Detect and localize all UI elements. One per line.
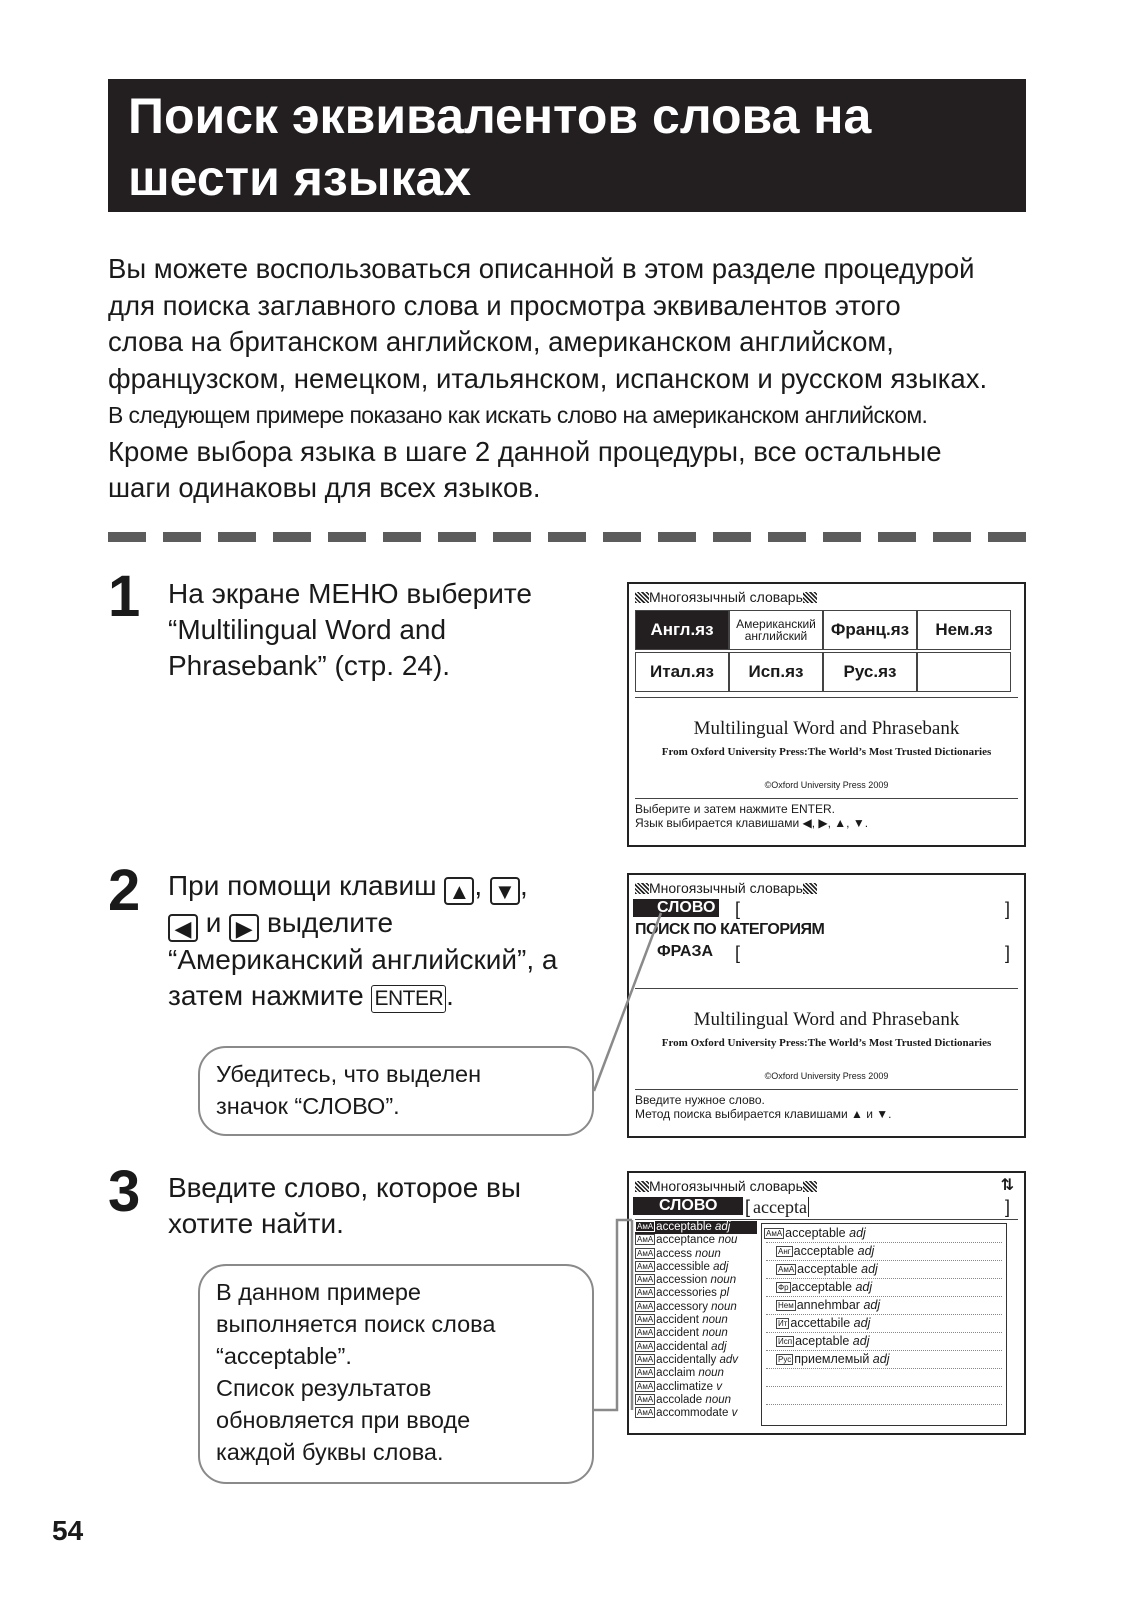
detail-headword: AмA acceptable adj — [766, 1226, 866, 1240]
translation-row: Нем annehmbar adj — [778, 1298, 881, 1312]
list-item[interactable]: AмA accident noun — [637, 1327, 728, 1340]
lang-option-italian[interactable]: Итал.яз — [635, 652, 729, 692]
list-item[interactable]: AмA accessories pl — [637, 1287, 730, 1300]
down-arrow-key-icon: ▼ — [490, 877, 520, 905]
list-item[interactable]: AмA acclimatize v — [637, 1380, 723, 1393]
step-line: “Американский английский”, а — [168, 944, 558, 975]
intro-line: Вы можете воспользоваться описанной в этом разделе процедурой — [108, 253, 975, 284]
scroll-arrows-icon: ⇅ — [1000, 1177, 1014, 1194]
right-arrow-key-icon: ▶ — [229, 914, 259, 942]
bracket-open: [ — [735, 899, 741, 919]
lang-option-french[interactable]: Франц.яз — [823, 610, 917, 650]
category-search-option[interactable]: ПОИСК ПО КАТЕГОРИЯМ — [635, 921, 825, 938]
lang-option-american-english[interactable]: Американский английский — [729, 610, 823, 650]
product-subtitle: From Oxford University Press:The World’s Most Trusted Dictionaries — [661, 746, 992, 758]
step-line: “Multilingual Word and — [168, 614, 447, 645]
screen-footer: Выберите и затем нажмите ENTER. Язык выбирается клавишами ◀, ▶, ▲, ▼. — [635, 802, 869, 830]
callout-note: Убедитесь, что выделен значок “СЛОВО”. — [198, 1046, 594, 1136]
list-item[interactable]: AмA accession noun — [637, 1274, 737, 1287]
step-line: Phrasebank” (стр. 24). — [168, 650, 451, 681]
up-arrow-key-icon: ▲ — [444, 877, 474, 905]
search-input[interactable]: accepta — [753, 1197, 807, 1217]
word-search-option[interactable]: СЛОВО — [633, 1197, 743, 1215]
lang-option-spanish[interactable]: Исп.яз — [729, 652, 823, 692]
step-line: затем нажмите ENTER . — [168, 980, 454, 1011]
translation-row: Анг acceptable adj — [778, 1244, 875, 1258]
list-item[interactable]: AмA accolade noun — [637, 1393, 732, 1406]
list-item[interactable]: AмA accessory noun — [637, 1300, 737, 1313]
translation-row: Ит accettabile adj — [778, 1316, 871, 1330]
word-search-option[interactable]: СЛОВО — [633, 899, 719, 917]
intro-line: В следующем примере показано как искать слово на американском английском. — [108, 402, 928, 428]
copyright: ©Oxford University Press 2009 — [764, 1071, 889, 1081]
translation-row: Фр acceptable adj — [778, 1280, 873, 1294]
list-item[interactable]: AмA accidentally adv — [637, 1353, 739, 1366]
translation-row: Исп aceptable adj — [778, 1334, 870, 1348]
page-number: 54 — [52, 1515, 84, 1546]
page-title-line-1: Поиск эквивалентов слова на — [128, 88, 872, 144]
step-line: хотите найти. — [168, 1208, 344, 1239]
intro-line: для поиска заглавного слова и просмотра эквивалентов этого — [108, 289, 901, 321]
screen-footer: Введите нужное слово. Метод поиска выбирается клавишами ▲ и ▼. — [635, 1093, 892, 1121]
list-item[interactable]: AмA accessible adj — [637, 1260, 729, 1273]
product-subtitle: From Oxford University Press:The World’s Most Trusted Dictionaries — [661, 1037, 992, 1049]
copyright: ©Oxford University Press 2009 — [764, 780, 889, 790]
step-number: 3 — [108, 1159, 141, 1224]
callout-pointer-line — [594, 913, 661, 1091]
step-line: Введите слово, которое вы — [168, 1172, 522, 1203]
enter-key-icon: ENTER — [371, 985, 446, 1013]
list-item[interactable]: AмA accidental adj — [637, 1340, 727, 1353]
list-item[interactable]: AмA acclaim noun — [637, 1367, 724, 1380]
list-item[interactable]: AмA accident noun — [637, 1314, 728, 1327]
screen-header: Многоязычный словарь — [635, 1177, 817, 1195]
list-item[interactable]: AмA access noun — [637, 1247, 721, 1260]
product-title: Multilingual Word and Phrasebank — [693, 718, 960, 739]
bracket-open: [ — [735, 943, 741, 963]
lang-option-russian[interactable]: Рус.яз — [823, 652, 917, 692]
phrase-search-option[interactable]: ФРАЗА — [657, 943, 714, 960]
lang-option-german[interactable]: Нем.яз — [917, 610, 1011, 650]
product-title: Multilingual Word and Phrasebank — [693, 1009, 960, 1030]
bracket-close: ] — [1005, 899, 1011, 919]
screen-header: Многоязычный словарь — [635, 879, 817, 897]
intro-line: французском, немецком, итальянском, испанском и русском языках. — [108, 362, 988, 394]
callout-pointer-line — [594, 1220, 632, 1410]
page-title-line-2: шести языках — [128, 150, 472, 206]
step-number: 1 — [108, 564, 141, 629]
left-arrow-key-icon: ◀ — [168, 914, 198, 942]
step-line: На экране МЕНЮ выберите — [168, 578, 532, 609]
step-number: 2 — [108, 858, 141, 923]
translation-row: Рус приемлемый adj — [778, 1352, 890, 1366]
step-line: При помощи клавиш ▲ , ▼ , — [168, 870, 528, 904]
bracket-open: [ — [745, 1197, 751, 1217]
list-item[interactable]: AмA accommodate v — [637, 1407, 738, 1420]
intro-line: слова на британском английском, американском английском, — [108, 326, 894, 357]
bracket-close: ] — [1005, 1197, 1011, 1217]
translation-row: AмA acceptable adj — [778, 1262, 878, 1276]
screen-header: Многоязычный словарь — [635, 588, 817, 606]
bracket-close: ] — [1005, 943, 1011, 963]
list-item[interactable]: AмA acceptable adj — [635, 1221, 757, 1234]
intro-line: Кроме выбора языка в шаге 2 данной процедуры, все остальные — [108, 435, 942, 467]
step-line: ◀ и ▶ выделите — [168, 905, 557, 942]
intro-line: шаги одинаковы для всех языков. — [108, 472, 541, 503]
list-item[interactable]: AмA acceptance nou — [637, 1234, 738, 1247]
callout-note: В данном примере выполняется поиск слова “acceptable”. Список результатов обновляется при вводе каждой буквы слова. — [198, 1264, 594, 1484]
lang-option-english[interactable]: Англ.яз — [635, 610, 729, 650]
